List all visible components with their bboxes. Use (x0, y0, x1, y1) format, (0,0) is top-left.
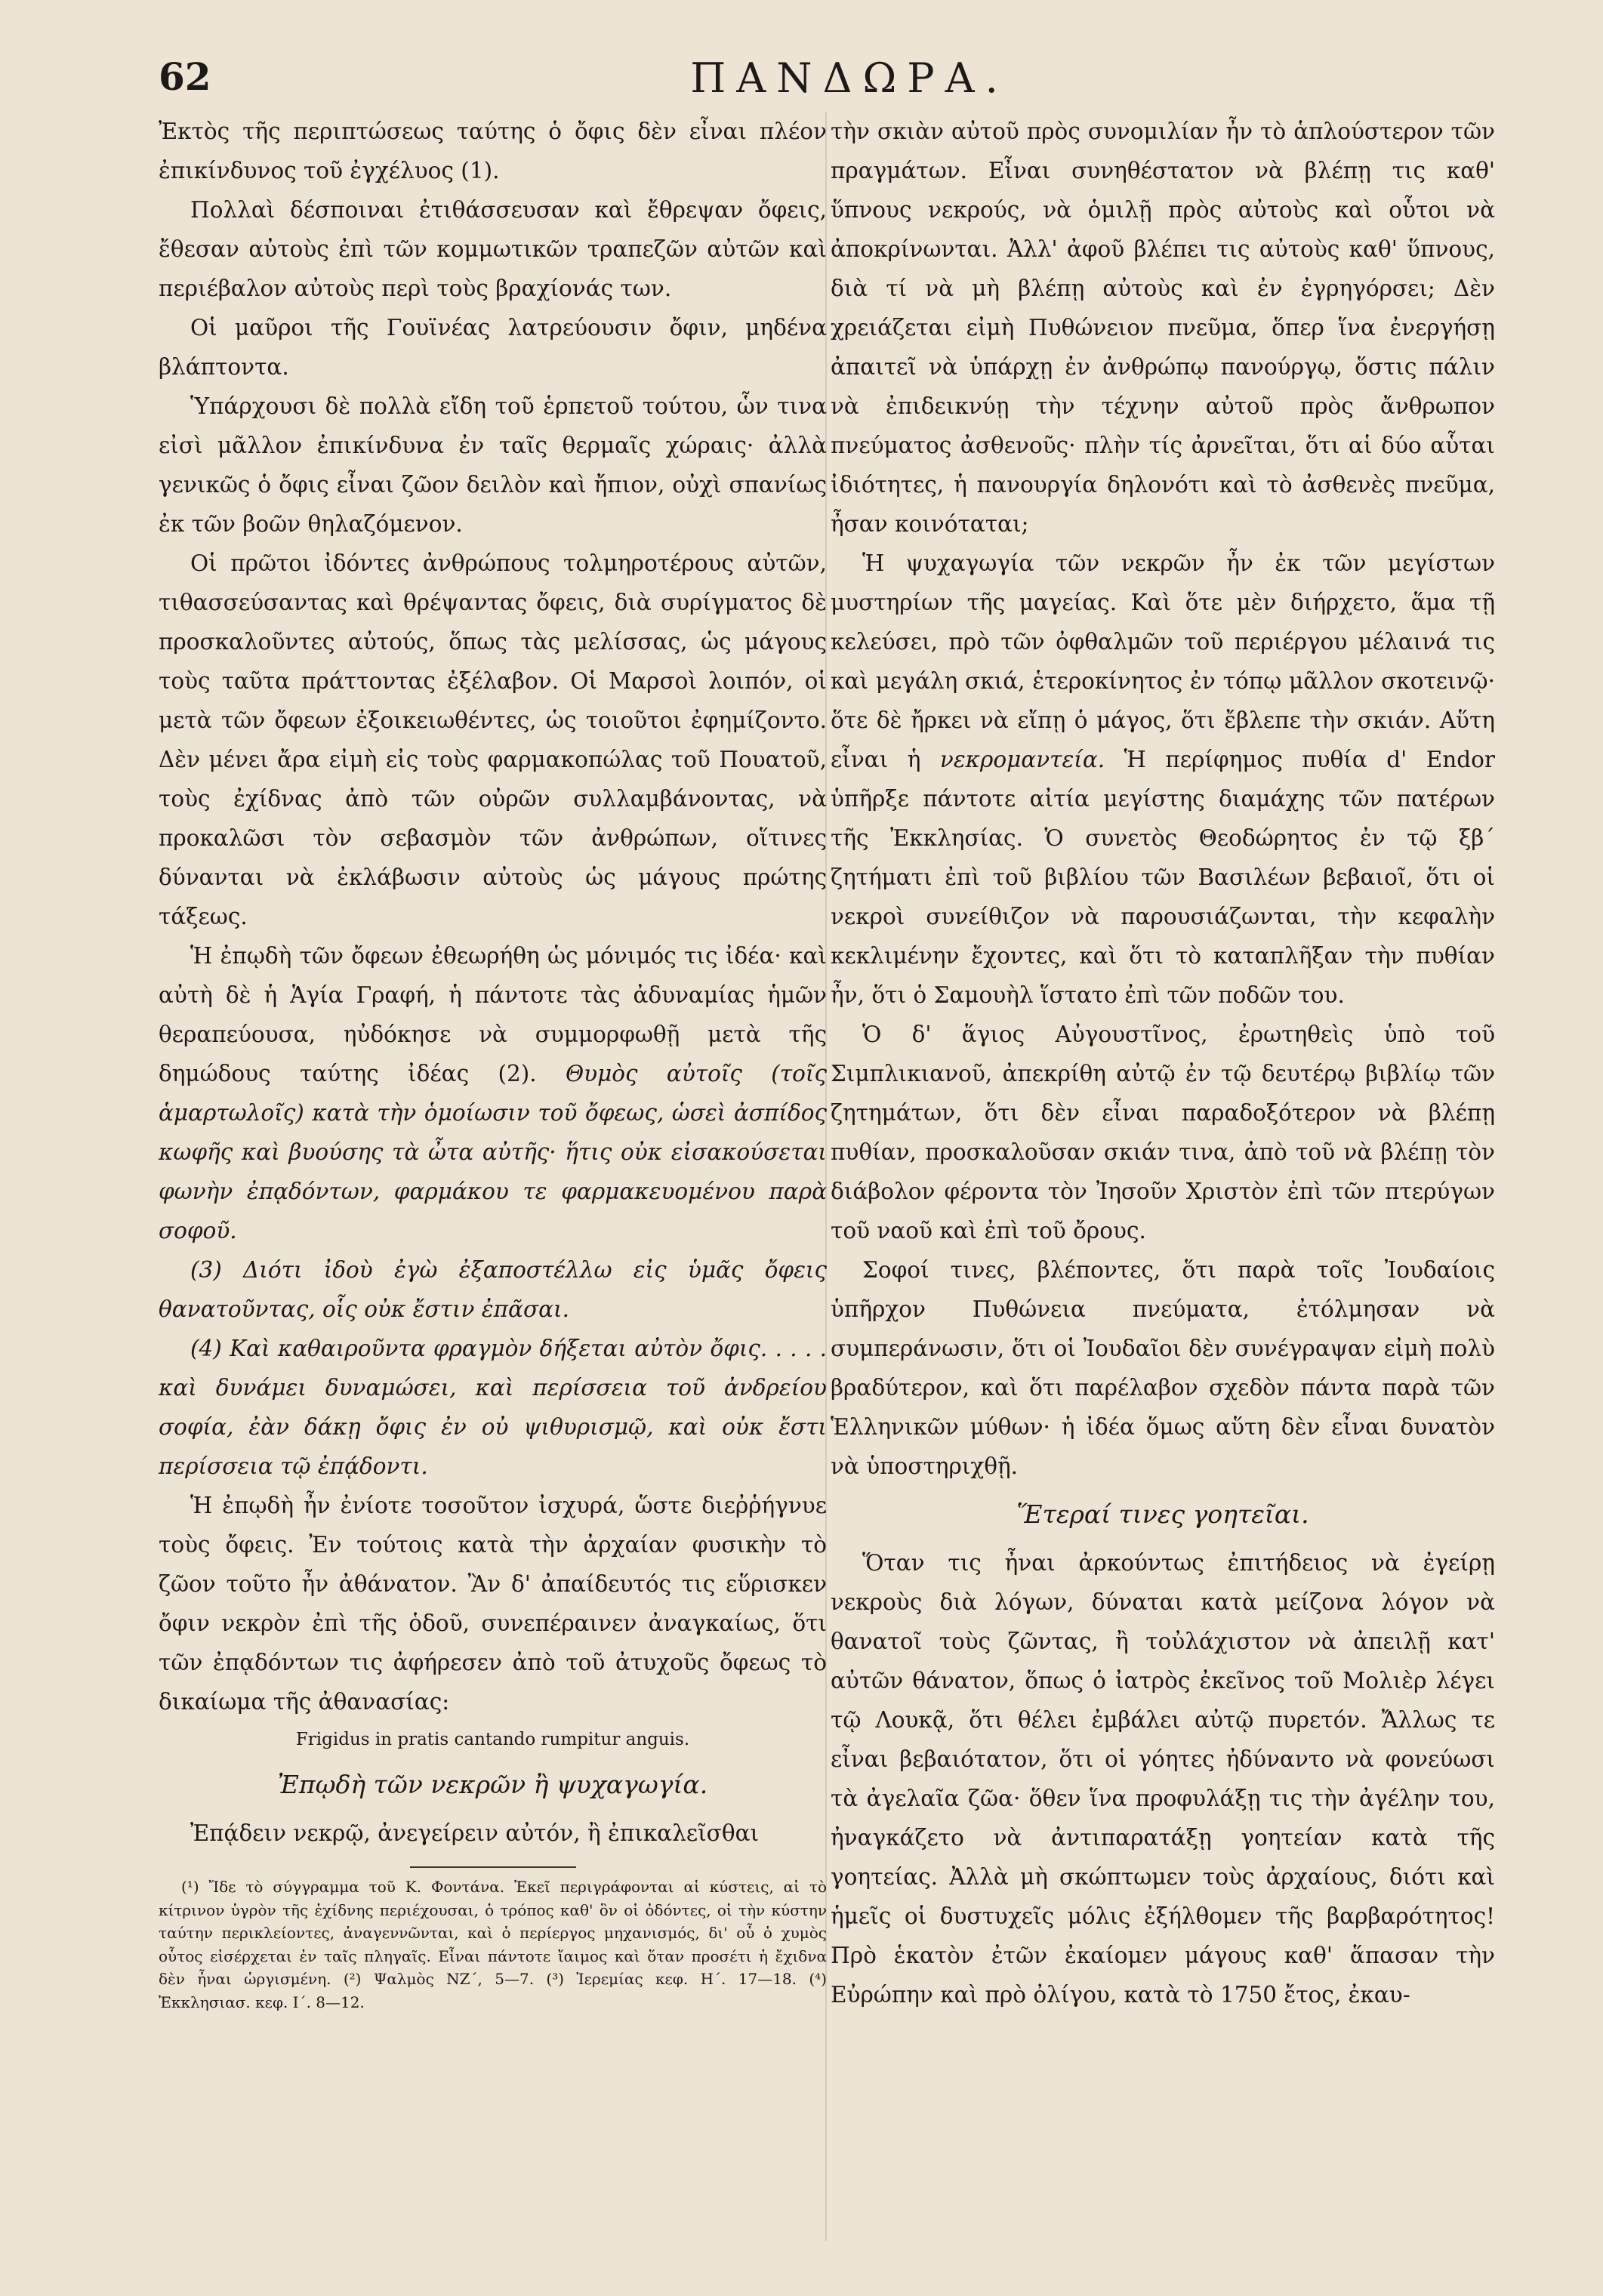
paragraph (159, 936, 827, 1250)
paragraph-text: Ἡ ἐπῳδὴ τῶν ὄφεων ἐθεωρήθη ὡς μόνιμός τις ἰδέα· καὶ αὐτὴ δὲ ἡ Ἁγία Γραφή, ἡ πάντοτε τὰς ἀδυναμίας ἡμῶν θεραπεύουσα, ηὐδόκησε νὰ συμμορφωθῇ μετὰ τῆς δημώδους ταύτης ἰδέας (2). (159, 943, 827, 1086)
paragraph: Οἱ πρῶτοι ἰδόντες ἀνθρώπους τολμηροτέρους αὐτῶν, τιθασσεύσαντας καὶ θρέψαντας ὄφεις, διὰ συρίγματος δὲ προσκαλοῦντες αὐτούς, ὅπως τὰς μελίσσας, ὡς μάγους τοὺς ταῦτα πράττοντας ἐξέλαβον. Οἱ Μαρσοὶ λοιπόν, οἱ μετὰ τῶν ὄφεων ἐξοικειωθέντες, ὡς τοιοῦτοι ἐφημίζοντο. Δὲν μένει ἄρα εἰμὴ εἰς τοὺς φαρμακοπώλας τοῦ Πουατοῦ, τοὺς ἐχίδνας ἀπὸ τῶν οὐρῶν συλλαμβάνοντας, νὰ προκαλῶσι τὸν σεβασμὸν τῶν ἀνθρώπων, οἵτινες δύνανται νὰ ἐκλάβωσιν αὐτοὺς ὡς μάγους πρώτης τάξεως. (159, 550, 827, 929)
scripture-quote: (4) Καὶ καθαιροῦντα φραγμὸν δήξεται αὐτὸν ὄφις. . . . . καὶ δυνάμει δυναμώσει, καὶ περίσσεια τοῦ ἀνδρείου σοφία, ἐὰν δάκῃ ὄφις ἐν οὐ ψιθυρισμῷ, καὶ οὐκ ἔστι περίσσεια τῷ ἐπᾴδοντι. (159, 1336, 827, 1479)
left-column (159, 112, 827, 2014)
footnote: (¹) Ἴδε τὸ σύγγραμμα τοῦ Κ. Φοντάνα. Ἐκεῖ περιγράφονται αἱ κύστεις, αἱ τὸ κίτρινον ὑγρὸν τῆς ἐχίδνης περιέχουσαι, ὁ τρόπος καθ' ὃν οἱ ὀδόντες, οἱ τὴν κύστην ταύτην περικλείοντες, ἀναγεννῶνται, καὶ ὁ περίεργος μηχανισμός, δι' οὗ ὁ χυμὸς οὗτος εἰσέρχεται ἐν ταῖς πληγαῖς. Εἶναι πάντοτε ἴαιμος καὶ ὅταν προσέτι ἡ ἔχιδνα δὲν ἦναι ὠργισμένη. (²) Ψαλμὸς ΝΖ΄, 5—7. (³) Ἱερεμίας κεφ. Η΄. 17—18. (⁴) Ἐκκλησιασ. κεφ. Ι΄. 8—12. (159, 1878, 827, 2011)
paragraph: Ἡ ἐπῳδὴ ἦν ἐνίοτε τοσοῦτον ἰσχυρά, ὥστε διεῤῥήγνυε τοὺς ὄφεις. Ἐν τούτοις κατὰ τὴν ἀρχαίαν φυσικὴν τὸ ζῶον τοῦτο ἦν ἀθάνατον. Ἂν δ' ἀπαίδευτός τις εὕρισκεν ὄφιν νεκρὸν ἐπὶ τῆς ὁδοῦ, συνεπέραινεν ἀναγκαίως, ὅτι τῶν ἐπᾳδόντων τις ἀφήρεσεν ἀπὸ τοῦ ἀτυχοῦς ὄφεως τὸ δικαίωμα τῆς ἀθανασίας: (159, 1493, 827, 1715)
paragraph: Ὁ δ' ἅγιος Αὐγουστῖνος, ἐρωτηθεὶς ὑπὸ τοῦ Σιμπλικιανοῦ, ἀπεκρίθη αὐτῷ ἐν τῷ δευτέρῳ βιβλίῳ τῶν ζητημάτων, ὅτι δὲν εἶναι παραδοξότερον νὰ βλέπῃ πυθίαν, προσκαλοῦσαν σκιάν τινα, ἀπὸ τοῦ νὰ βλέπῃ τὸν διάβολον φέροντα τὸν Ἰησοῦν Χριστὸν ἐπὶ τῶν πτερύγων τοῦ ναοῦ καὶ ἐπὶ τοῦ ὄρους. (831, 1022, 1495, 1244)
latin-quote: Frigidus in pratis cantando rumpitur anguis. (295, 1730, 690, 1749)
paragraph: τὴν σκιὰν αὐτοῦ πρὸς συνομιλίαν ἦν τὸ ἁπλούστερον τῶν πραγμάτων. Εἶναι συνηθέστατον νὰ βλέπῃ τις καθ' ὕπνους νεκρούς, νὰ ὁμιλῇ πρὸς αὐτοὺς καὶ οὗτοι νὰ ἀποκρίνωνται. Ἀλλ' ἀφοῦ βλέπει τις αὐτοὺς καθ' ὕπνους, διὰ τί νὰ μὴ βλέπῃ αὐτοὺς καὶ ἐν ἐγρηγόρσει; Δὲν χρειάζεται εἰμὴ Πυθώνειον πνεῦμα, ὅπερ ἵνα ἐνεργήσῃ ἀπαιτεῖ νὰ ὑπάρχῃ ἐν ἀνθρώπῳ πανούργῳ, ὅστις πάλιν νὰ ἐπιδεικνύῃ τὴν τέχνην αὐτοῦ πρὸς ἄνθρωπον πνεύματος ἀσθενοῦς· πλὴν τίς ἀρνεῖται, ὅτι αἱ δύο αὗται ἰδιότητες, ἡ πανουργία δηλονότι καὶ τὸ ἀσθενὲς πνεῦμα, ἦσαν κοινόταται; (831, 119, 1495, 537)
right-column (831, 112, 1495, 2014)
paragraph: Σοφοί τινες, βλέποντες, ὅτι παρὰ τοῖς Ἰουδαίοις ὑπῆρχον Πυθώνεια πνεύματα, ἐτόλμησαν νὰ συμπεράνωσιν, ὅτι οἱ Ἰουδαῖοι δὲν συνέγραψαν εἰμὴ πολὺ βραδύτερον, καὶ ὅτι παρέλαβον σχεδὸν πάντα παρὰ τῶν Ἑλληνικῶν μύθων· ἡ ἰδέα ὅμως αὕτη δὲν εἶναι δυνατὸν νὰ ὑποστηριχθῇ. (831, 1257, 1495, 1479)
paragraph: Πολλαὶ δέσποιναι ἐτιθάσσευσαν καὶ ἔθρεψαν ὄφεις, ἔθεσαν αὐτοὺς ἐπὶ τῶν κομμωτικῶν τραπεζῶν αὐτῶν καὶ περιέβαλον αὐτοὺς περὶ τοὺς βραχίονάς των. (159, 197, 827, 301)
scripture-quote: (3) Διότι ἰδοὺ ἐγὼ ἐξαποστέλλω εἰς ὑμᾶς ὄφεις θανατοῦντας, οἷς οὐκ ἔστιν ἐπᾶσαι. (159, 1257, 827, 1322)
paragraph (831, 544, 1495, 1015)
paragraph: Ἐκτὸς τῆς περιπτώσεως ταύτης ὁ ὄφις δὲν εἶναι πλέον ἐπικίνδυνος τοῦ ἐγχέλυος (1). (159, 119, 827, 183)
running-title: ΠΑΝΔΩΡΑ. (690, 54, 1009, 102)
paragraph-text: Ἡ περίφημος πυθία d' Endor ὑπῆρξε πάντοτε αἰτία μεγίστης διαμάχης τῶν πατέρων τῆς Ἐκκλησίας. Ὁ συνετὸς Θεοδώρητος ἐν τῷ ξβ΄ ζητήματι ἐπὶ τοῦ βιβλίου τῶν Βασιλέων βεβαιοῖ, ὅτι οἱ νεκροὶ συνείθιζον νὰ παρουσιάζωνται, τὴν κεφαλὴν κεκλιμένην ἔχοντες, καὶ ὅτι τὸ καταπλῆξαν τὴν πυθίαν ἦν, ὅτι ὁ Σαμουὴλ ἵστατο ἐπὶ τῶν ποδῶν του. (831, 747, 1495, 1008)
footnotes (159, 1875, 827, 2014)
paragraph: Ὑπάρχουσι δὲ πολλὰ εἴδη τοῦ ἑρπετοῦ τούτου, ὧν τινα εἰσὶ μᾶλλον ἐπικίνδυνα ἐν ταῖς θερμαῖς χώραις· ἀλλὰ γενικῶς ὁ ὄφις εἶναι ζῶον δειλὸν καὶ ἤπιον, οὐχὶ σπανίως ἐκ τῶν βοῶν θηλαζόμενον. (159, 393, 827, 537)
scripture-quote: Θυμὸς αὐτοῖς (τοῖς ἁμαρτωλοῖς) κατὰ τὴν ὁμοίωσιν τοῦ ὄφεως, ὡσεὶ ἀσπίδος κωφῆς καὶ βυούσης τὰ ὦτα αὐτῆς· ἥτις οὐκ εἰσακούσεται φωνὴν ἐπᾳδόντων, φαρμάκου τε φαρμακευομένου παρὰ σοφοῦ. (159, 1061, 827, 1244)
footnote-rule (410, 1866, 576, 1868)
paragraph: Ἐπᾴδειν νεκρῷ, ἀνεγείρειν αὐτόν, ἢ ἐπικαλεῖσθαι (190, 1820, 760, 1846)
section-heading: Ἕτεραί τινες γοητεῖαι. (1016, 1499, 1309, 1529)
paragraph: Ὅταν τις ἦναι ἀρκούντως ἐπιτήδειος νὰ ἐγείρῃ νεκροὺς διὰ λόγων, δύναται κατὰ μείζονα λόγον νὰ θανατοῖ τοὺς ζῶντας, ἢ τοὐλάχιστον νὰ ἀπειλῇ κατ' αὐτῶν θάνατον, ὅπως ὁ ἰατρὸς ἐκεῖνος τοῦ Μολιὲρ λέγει τῷ Λουκᾷ, ὅτι θέλει ἐμβάλει αὐτῷ πυρετόν. Ἄλλως τε εἶναι βεβαιότατον, ὅτι οἱ γόητες ἠδύναντο νὰ φονεύωσι τὰ ἀγελαῖα ζῶα· ὅθεν ἵνα προφυλάξῃ τις τὴν ἀγέλην του, ἠναγκάζετο νὰ ἀντιπαρατάξῃ γοητείαν κατὰ τῆς γοητείας. Ἀλλὰ μὴ σκώπτωμεν τοὺς ἀρχαίους, διότι καὶ ἡμεῖς οἱ δυστυχεῖς μόλις ἐξήλθομεν τῆς βαρβαρότητος! Πρὸ ἑκατὸν ἐτῶν ἐκαίομεν μάγους καθ' ἅπασαν τὴν Εὐρώπην καὶ πρὸ ὀλίγου, κατὰ τὸ 1750 ἔτος, ἐκαυ- (831, 1550, 1495, 2008)
page-number: 62 (159, 54, 211, 99)
paragraph: Οἱ μαῦροι τῆς Γουϊνέας λατρεύουσιν ὄφιν, μηδένα βλάπτοντα. (159, 315, 827, 380)
section-heading: Ἐπῳδὴ τῶν νεκρῶν ἢ ψυχαγωγία. (277, 1770, 708, 1799)
italic-term: νεκρομαντεία. (939, 747, 1105, 772)
paragraph-text: Ἡ ψυχαγωγία τῶν νεκρῶν ἦν ἐκ τῶν μεγίστων μυστηρίων τῆς μαγείας. Καὶ ὅτε μὲν διήρχετο, ἅμα τῇ κελεύσει, πρὸ τῶν ὀφθαλμῶν τοῦ περιέργου μέλαινά τις καὶ μεγάλη σκιά, ἑτεροκίνητος ἐν τόπῳ μᾶλλον σκοτεινῷ· ὅτε δὲ ἤρκει νὰ εἴπῃ ὁ μάγος, ὅτι ἔβλεπε τὴν σκιάν. Αὕτη εἶναι ἡ (831, 550, 1495, 772)
